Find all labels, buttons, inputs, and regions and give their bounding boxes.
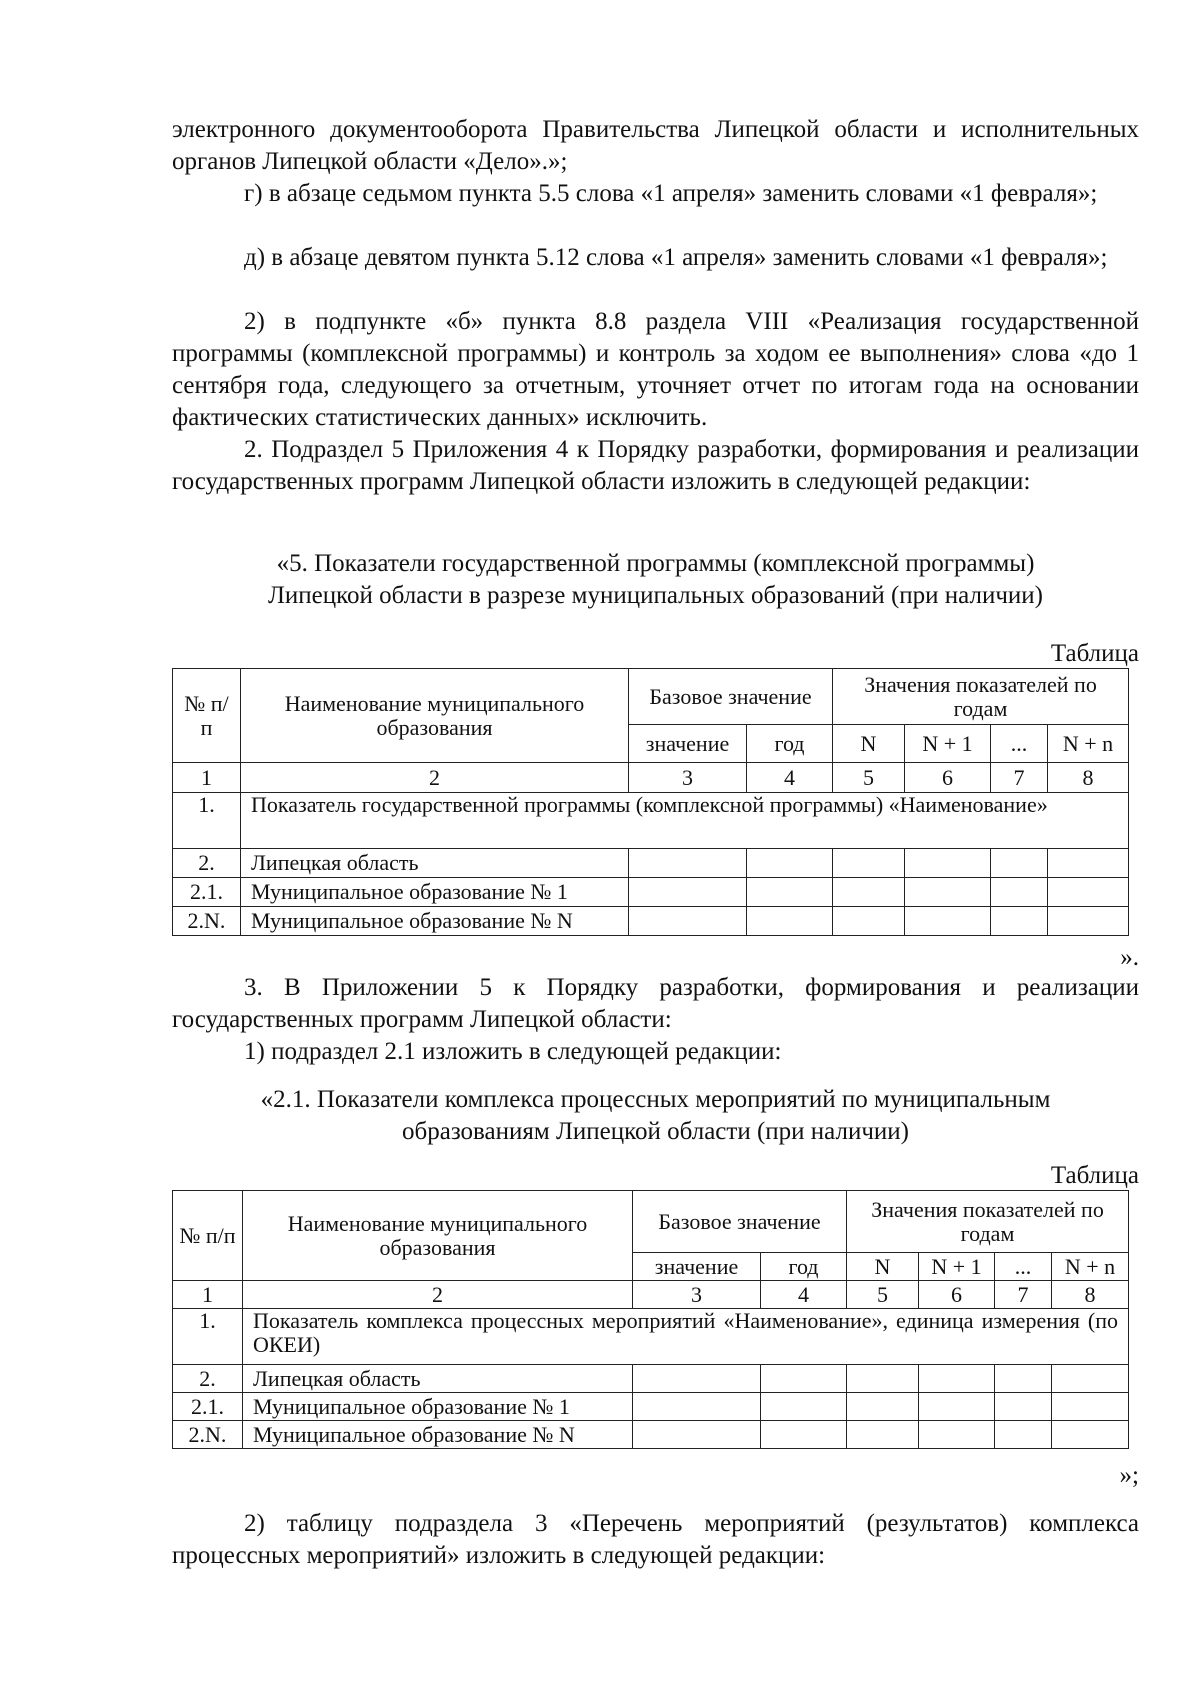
column-number: 8 (1052, 1281, 1129, 1309)
row-num: 2. (173, 1365, 243, 1393)
section1-table-label: Таблица (1050, 640, 1139, 667)
column-number: 5 (833, 763, 905, 793)
section2-title-line1: «2.1. Показатели комплекса процессных мероприятий по муниципальным (260, 1086, 1051, 1113)
column-number: 4 (761, 1281, 847, 1309)
section2-title-line2: образованиям Липецкой области (при наличии) (402, 1118, 909, 1145)
table-row (173, 793, 1129, 849)
column-numbers-row (173, 1281, 1129, 1309)
table-row (173, 1421, 1129, 1449)
section2-title (172, 1084, 1139, 1148)
row-name: Липецкая область (241, 849, 629, 878)
row-num: 2. (173, 849, 241, 878)
header-num: № п/п (173, 1191, 243, 1281)
column-number: 3 (633, 1281, 761, 1309)
row-num: 2.N. (173, 1421, 243, 1449)
header-n: N (833, 725, 905, 763)
column-number: 5 (847, 1281, 919, 1309)
header-n-plus-n: N + n (1052, 1253, 1129, 1281)
header-num: № п/п (173, 669, 241, 763)
header-value: значение (629, 725, 747, 763)
row-name: Липецкая область (243, 1365, 633, 1393)
header-n-plus-n: N + n (1048, 725, 1129, 763)
indicator-name: Показатель государственной программы (комплексной программы) «Наименование» (241, 793, 1129, 849)
column-number: 8 (1048, 763, 1129, 793)
column-number: 3 (629, 763, 747, 793)
section1-title-line2: Липецкой области в разрезе муниципальных образований (при наличии) (267, 582, 1044, 609)
header-values: Значения показателей по годам (847, 1191, 1129, 1253)
row-name: Муниципальное образование № 1 (243, 1393, 633, 1421)
section2-table (172, 1190, 1129, 1449)
header-name: Наименование муниципального образования (243, 1191, 633, 1281)
table-row (173, 849, 1129, 878)
indicator-name: Показатель комплекса процессных мероприятий «Наименование», единица измерения (по ОКЕИ) (243, 1309, 1129, 1365)
paragraph-point-2: 2. Подраздел 5 Приложения 4 к Порядку разработки, формирования и реализации государственных программ Липецкой области изложить в следующей редакции: (172, 436, 1139, 495)
header-dots: ... (991, 725, 1048, 763)
section1-table (172, 668, 1129, 936)
row-num: 2.N. (173, 907, 241, 936)
column-number: 1 (173, 1281, 243, 1309)
row-name: Муниципальное образование № N (241, 907, 629, 936)
paragraph-dok-delo: электронного документооборота Правительства Липецкой области и исполнительных органов Липецкой области «Дело».»; (172, 116, 1139, 175)
column-number: 1 (173, 763, 241, 793)
row-name: Муниципальное образование № N (243, 1421, 633, 1449)
section2-table-label: Таблица (1050, 1162, 1139, 1189)
header-base: Базовое значение (633, 1191, 847, 1253)
column-number: 2 (243, 1281, 633, 1309)
header-dots: ... (995, 1253, 1052, 1281)
section2-closing-quote: »; (1119, 1462, 1139, 1489)
section1-closing-quote: ». (1120, 944, 1139, 971)
paragraph-subitem-1: 1) подраздел 2.1 изложить в следующей редакции: (244, 1038, 782, 1065)
row-num: 2.1. (173, 1393, 243, 1421)
column-number: 7 (995, 1281, 1052, 1309)
section1-title-line1: «5. Показатели государственной программы (комплексной программы) (276, 550, 1035, 577)
paragraph-item-d: д) в абзаце девятом пункта 5.12 слова «1 апреля» заменить словами «1 февраля»; (244, 244, 1108, 271)
header-n: N (847, 1253, 919, 1281)
header-n-plus-1: N + 1 (905, 725, 991, 763)
header-year: год (761, 1253, 847, 1281)
row-name: Муниципальное образование № 1 (241, 878, 629, 907)
row-num: 1. (173, 793, 241, 849)
header-base: Базовое значение (629, 669, 833, 725)
paragraph-subitem-2: 2) таблицу подраздела 3 «Перечень мероприятий (результатов) комплекса процессных мероприятий» изложить в следующей редакции: (172, 1510, 1139, 1569)
column-number: 4 (747, 763, 833, 793)
column-numbers-row (173, 763, 1129, 793)
column-number: 6 (905, 763, 991, 793)
table-row (173, 1309, 1129, 1365)
header-values: Значения показателей по годам (833, 669, 1129, 725)
table-row (173, 878, 1129, 907)
header-n-plus-1: N + 1 (919, 1253, 995, 1281)
row-num: 1. (173, 1309, 243, 1365)
column-number: 6 (919, 1281, 995, 1309)
column-number: 2 (241, 763, 629, 793)
table-row (173, 907, 1129, 936)
section1-title (172, 548, 1139, 612)
paragraph-point-3: 3. В Приложении 5 к Порядку разработки, формирования и реализации государственных программ Липецкой области: (172, 974, 1139, 1033)
table-row (173, 1393, 1129, 1421)
header-year: год (747, 725, 833, 763)
row-num: 2.1. (173, 878, 241, 907)
header-value: значение (633, 1253, 761, 1281)
paragraph-item-2: 2) в подпункте «б» пункта 8.8 раздела VIII «Реализация государственной программы (комплексной программы) и контроль за ходом ее выполнения» слова «до 1 сентября года, следующего за отчетным, уточняет отчет по итогам года на основании фактических статистических данных» исключить. (172, 308, 1139, 431)
column-number: 7 (991, 763, 1048, 793)
table-row (173, 1365, 1129, 1393)
paragraph-item-g: г) в абзаце седьмом пункта 5.5 слова «1 апреля» заменить словами «1 февраля»; (244, 180, 1098, 207)
header-name: Наименование муниципального образования (241, 669, 629, 763)
